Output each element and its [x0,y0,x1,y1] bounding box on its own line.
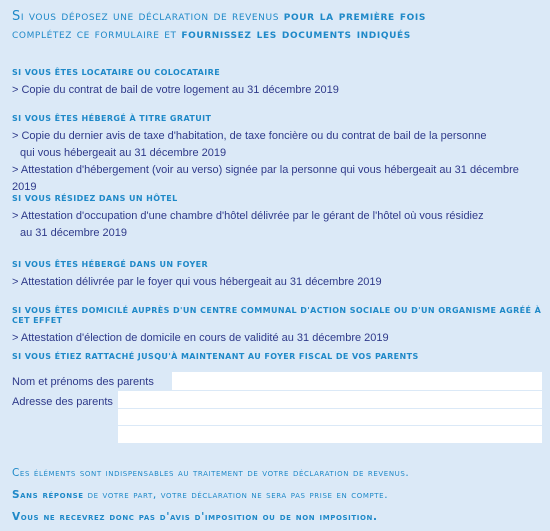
header-line-1-text: Si vous déposez une déclaration de revenus [12,9,284,24]
section-title: SI VOUS ÊTES LOCATAIRE OU COLOCATAIRE [12,68,221,77]
address-field-divider [118,425,542,426]
required-document-item: > Copie du dernier avis de taxe d'habitation, de taxe foncière ou du contrat de bail de la personne [12,130,487,142]
required-document-item-continued: qui vous hébergeait au 31 décembre 2019 [20,147,227,159]
parents-name-field[interactable] [172,372,542,390]
section-title: SI VOUS ÊTES DOMICILÉ AUPRÈS D'UN CENTRE COMMUNAL D'ACTION SOCIALE OU D'UN ORGANISME AGRÉÉ À CET EFFET [12,306,542,325]
footer-notice [12,462,542,528]
section-title: SI VOUS ÉTIEZ RATTACHÉ JUSQU'À MAINTENANT AU FOYER FISCAL DE VOS PARENTS [12,352,419,361]
required-document-item: > Attestation délivrée par le foyer qui vous hébergeait au 31 décembre 2019 [12,276,382,288]
header-line-2 [12,26,542,44]
required-document-item: > Attestation d'hébergement (voir au verso) signée par la personne qui vous hébergeait au 31 décembre 2019 [12,164,519,193]
footer-line-2-text: de votre part, votre déclaration ne sera pas prise en compte. [83,489,389,501]
form-header [12,8,542,44]
section-title: SI VOUS ÊTES HÉBERGÉ À TITRE GRATUIT [12,114,212,123]
section-domiciliation [12,306,542,347]
section-hosted-free [12,114,542,196]
header-line-2-text: complétez ce formulaire et [12,27,182,42]
parents-name-label: Nom et prénoms des parents [12,376,154,388]
footer-line-2-emphasis: Sans réponse [12,489,84,501]
section-title: SI VOUS RÉSIDEZ DANS UN HÔTEL [12,194,178,203]
section-title: SI VOUS ÊTES HÉBERGÉ DANS UN FOYER [12,260,209,269]
parents-address-field[interactable] [118,391,542,443]
required-document-item: > Attestation d'occupation d'une chambre d'hôtel délivrée par le gérant de l'hôtel où vous résidiez [12,210,484,222]
address-field-divider [118,408,542,409]
required-document-item: > Attestation d'élection de domicile en cours de validité au 31 décembre 2019 [12,332,389,344]
parents-address-label: Adresse des parents [12,396,113,408]
header-line-1 [12,8,542,26]
header-line-2-emphasis: fournissez les documents indiqués [181,27,411,42]
section-foyer [12,260,542,291]
required-document-item: > Copie du contrat de bail de votre logement au 31 décembre 2019 [12,84,339,96]
footer-line-3: Vous ne recevrez donc pas d'avis d'imposition ou de non imposition. [12,511,378,523]
header-line-1-emphasis: pour la première fois [283,9,426,24]
section-parents-household [12,352,542,362]
required-document-item-continued: au 31 décembre 2019 [20,227,128,239]
section-hotel [12,194,542,242]
section-tenant [12,68,542,99]
footer-line-1: Ces éléments sont indispensables au traitement de votre déclaration de revenus. [12,467,410,479]
footer-line-2 [12,484,542,506]
